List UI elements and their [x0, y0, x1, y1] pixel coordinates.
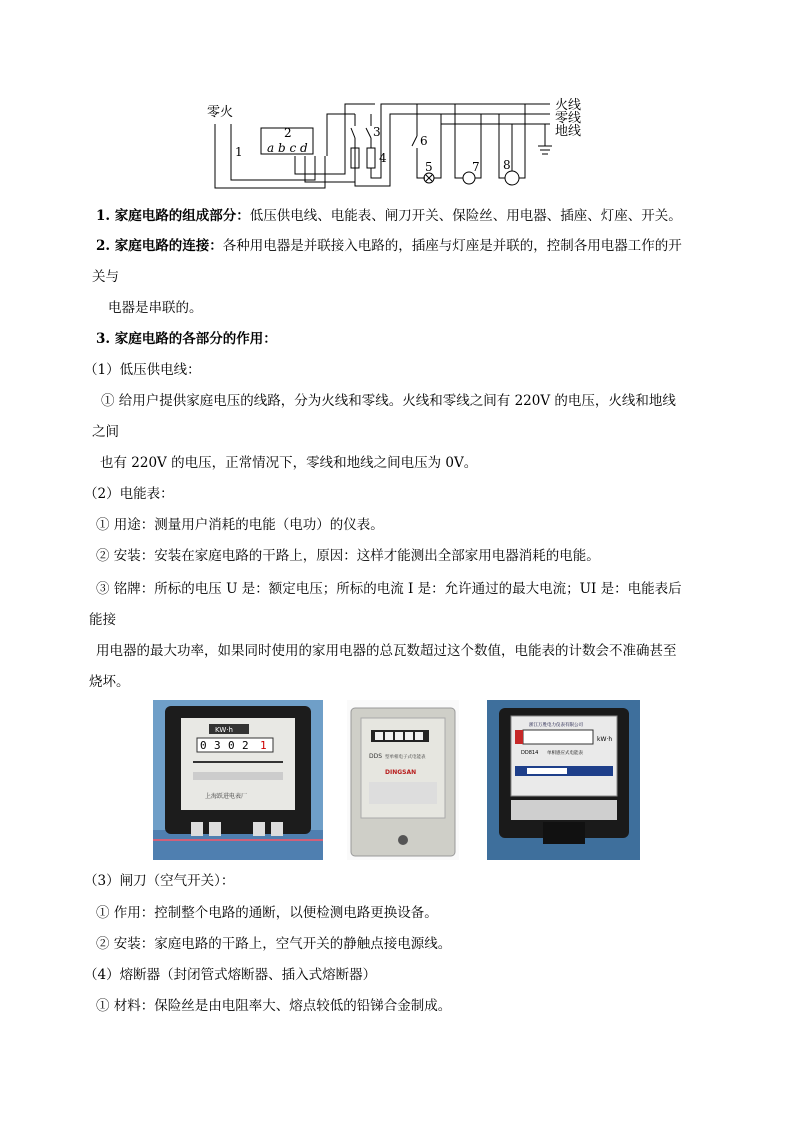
label-4: 4 [379, 151, 387, 165]
meter-item-2: ② 安装：安装在家庭电路的干路上，原因：这样才能测出全部家用电器消耗的电能。 [96, 548, 600, 564]
heading-functions: 3. 家庭电路的各部分的作用： [96, 331, 277, 347]
supply-item-1: ① 给用户提供家庭电压的线路，分为火线和零线。火线和零线之间有 220V 的电压，火线和地线 [101, 393, 676, 409]
meter-photos [0, 700, 794, 862]
meter1-digit-5: 1 [260, 739, 267, 752]
fuse-item-1: ① 材料：保险丝是由电阻率大、熔点较低的铅锑合金制成。 [96, 998, 452, 1014]
meter-item-1: ① 用途：测量用户消耗的电能（电功）的仪表。 [96, 517, 384, 533]
meter-terminals-label: a b c d [267, 141, 308, 155]
meter-photo-3 [487, 700, 640, 860]
label-1: 1 [235, 145, 243, 159]
section-switch-title: （3）闸刀（空气开关）： [84, 873, 235, 889]
section-supply-title: （1）低压供电线： [84, 362, 201, 378]
line-connection-cont1: 关与 [92, 269, 119, 285]
meter1-digit-1: 0 [200, 739, 207, 752]
label-live: 火线 [555, 98, 582, 113]
heading-connection: 2. 家庭电路的连接： [96, 238, 223, 254]
supply-item-1-cont1: 之间 [92, 424, 119, 440]
section-fuse-title: （4）熔断器（封闭管式熔断器、插入式熔断器） [84, 967, 377, 983]
meter-photo-1 [153, 700, 323, 860]
line-composition: 1. 家庭电路的组成部分：低压供电线、电能表、闸刀开关、保险丝、用电器、插座、灯座、开关。 [96, 208, 682, 224]
meter3-unit: kW·h [597, 736, 613, 743]
label-2: 2 [284, 126, 292, 140]
label-5: 5 [425, 160, 433, 174]
line-connection-cont2: 电器是串联的。 [108, 300, 203, 316]
label-7: 7 [472, 160, 480, 174]
meter2-desc: 型单相电子式电能表 [385, 755, 426, 760]
label-8: 8 [503, 158, 511, 172]
meter2-model: DDS [369, 753, 383, 760]
household-circuit-diagram [205, 96, 605, 194]
meter1-maker: 上海跃进电表厂 [205, 793, 248, 800]
label-neutral-live: 零火 [207, 105, 234, 120]
meter1-digit-3: 0 [228, 739, 235, 752]
label-3: 3 [373, 125, 381, 139]
meter3-desc: 单相感应式电能表 [547, 751, 583, 756]
meter1-digit-4: 2 [242, 739, 249, 752]
switch-item-1: ① 作用：控制整个电路的通断，以便检测电路更换设备。 [96, 905, 438, 921]
meter2-brand: DINGSAN [385, 769, 417, 776]
meter-photo-2 [347, 700, 459, 860]
meter3-maker: 浙江万胜电力仪表有限公司 [529, 723, 583, 728]
meter-item-3: ③ 铭牌：所标的电压 U 是：额定电压；所标的电流 I 是：允许通过的最大电流；UI 是：电能表后 [96, 581, 682, 597]
label-6: 6 [420, 134, 428, 148]
switch-item-2: ② 安装：家庭电路的干路上，空气开关的静触点接电源线。 [96, 936, 452, 952]
label-ground: 地线 [555, 124, 582, 139]
heading-composition: 1. 家庭电路的组成部分： [96, 208, 250, 224]
meter1-digit-2: 3 [214, 739, 221, 752]
meter3-model: DD814 [521, 750, 539, 756]
supply-item-1-cont2: 也有 220V 的电压，正常情况下，零线和地线之间电压为 0V。 [100, 455, 478, 471]
section-meter-title: （2）电能表： [84, 486, 174, 502]
line-connection: 2. 家庭电路的连接：各种用电器是并联接入电路的，插座与灯座是并联的，控制各用电器工作的开 [96, 238, 682, 254]
meter1-unit: KW·h [215, 726, 233, 734]
meter-item-3-cont2: 用电器的最大功率，如果同时使用的家用电器的总瓦数超过这个数值，电能表的计数会不准确甚至 [96, 643, 677, 659]
meter-item-3-cont1: 能接 [89, 612, 116, 628]
meter-item-3-cont3: 烧坏。 [89, 674, 130, 690]
label-neutral: 零线 [555, 111, 582, 126]
